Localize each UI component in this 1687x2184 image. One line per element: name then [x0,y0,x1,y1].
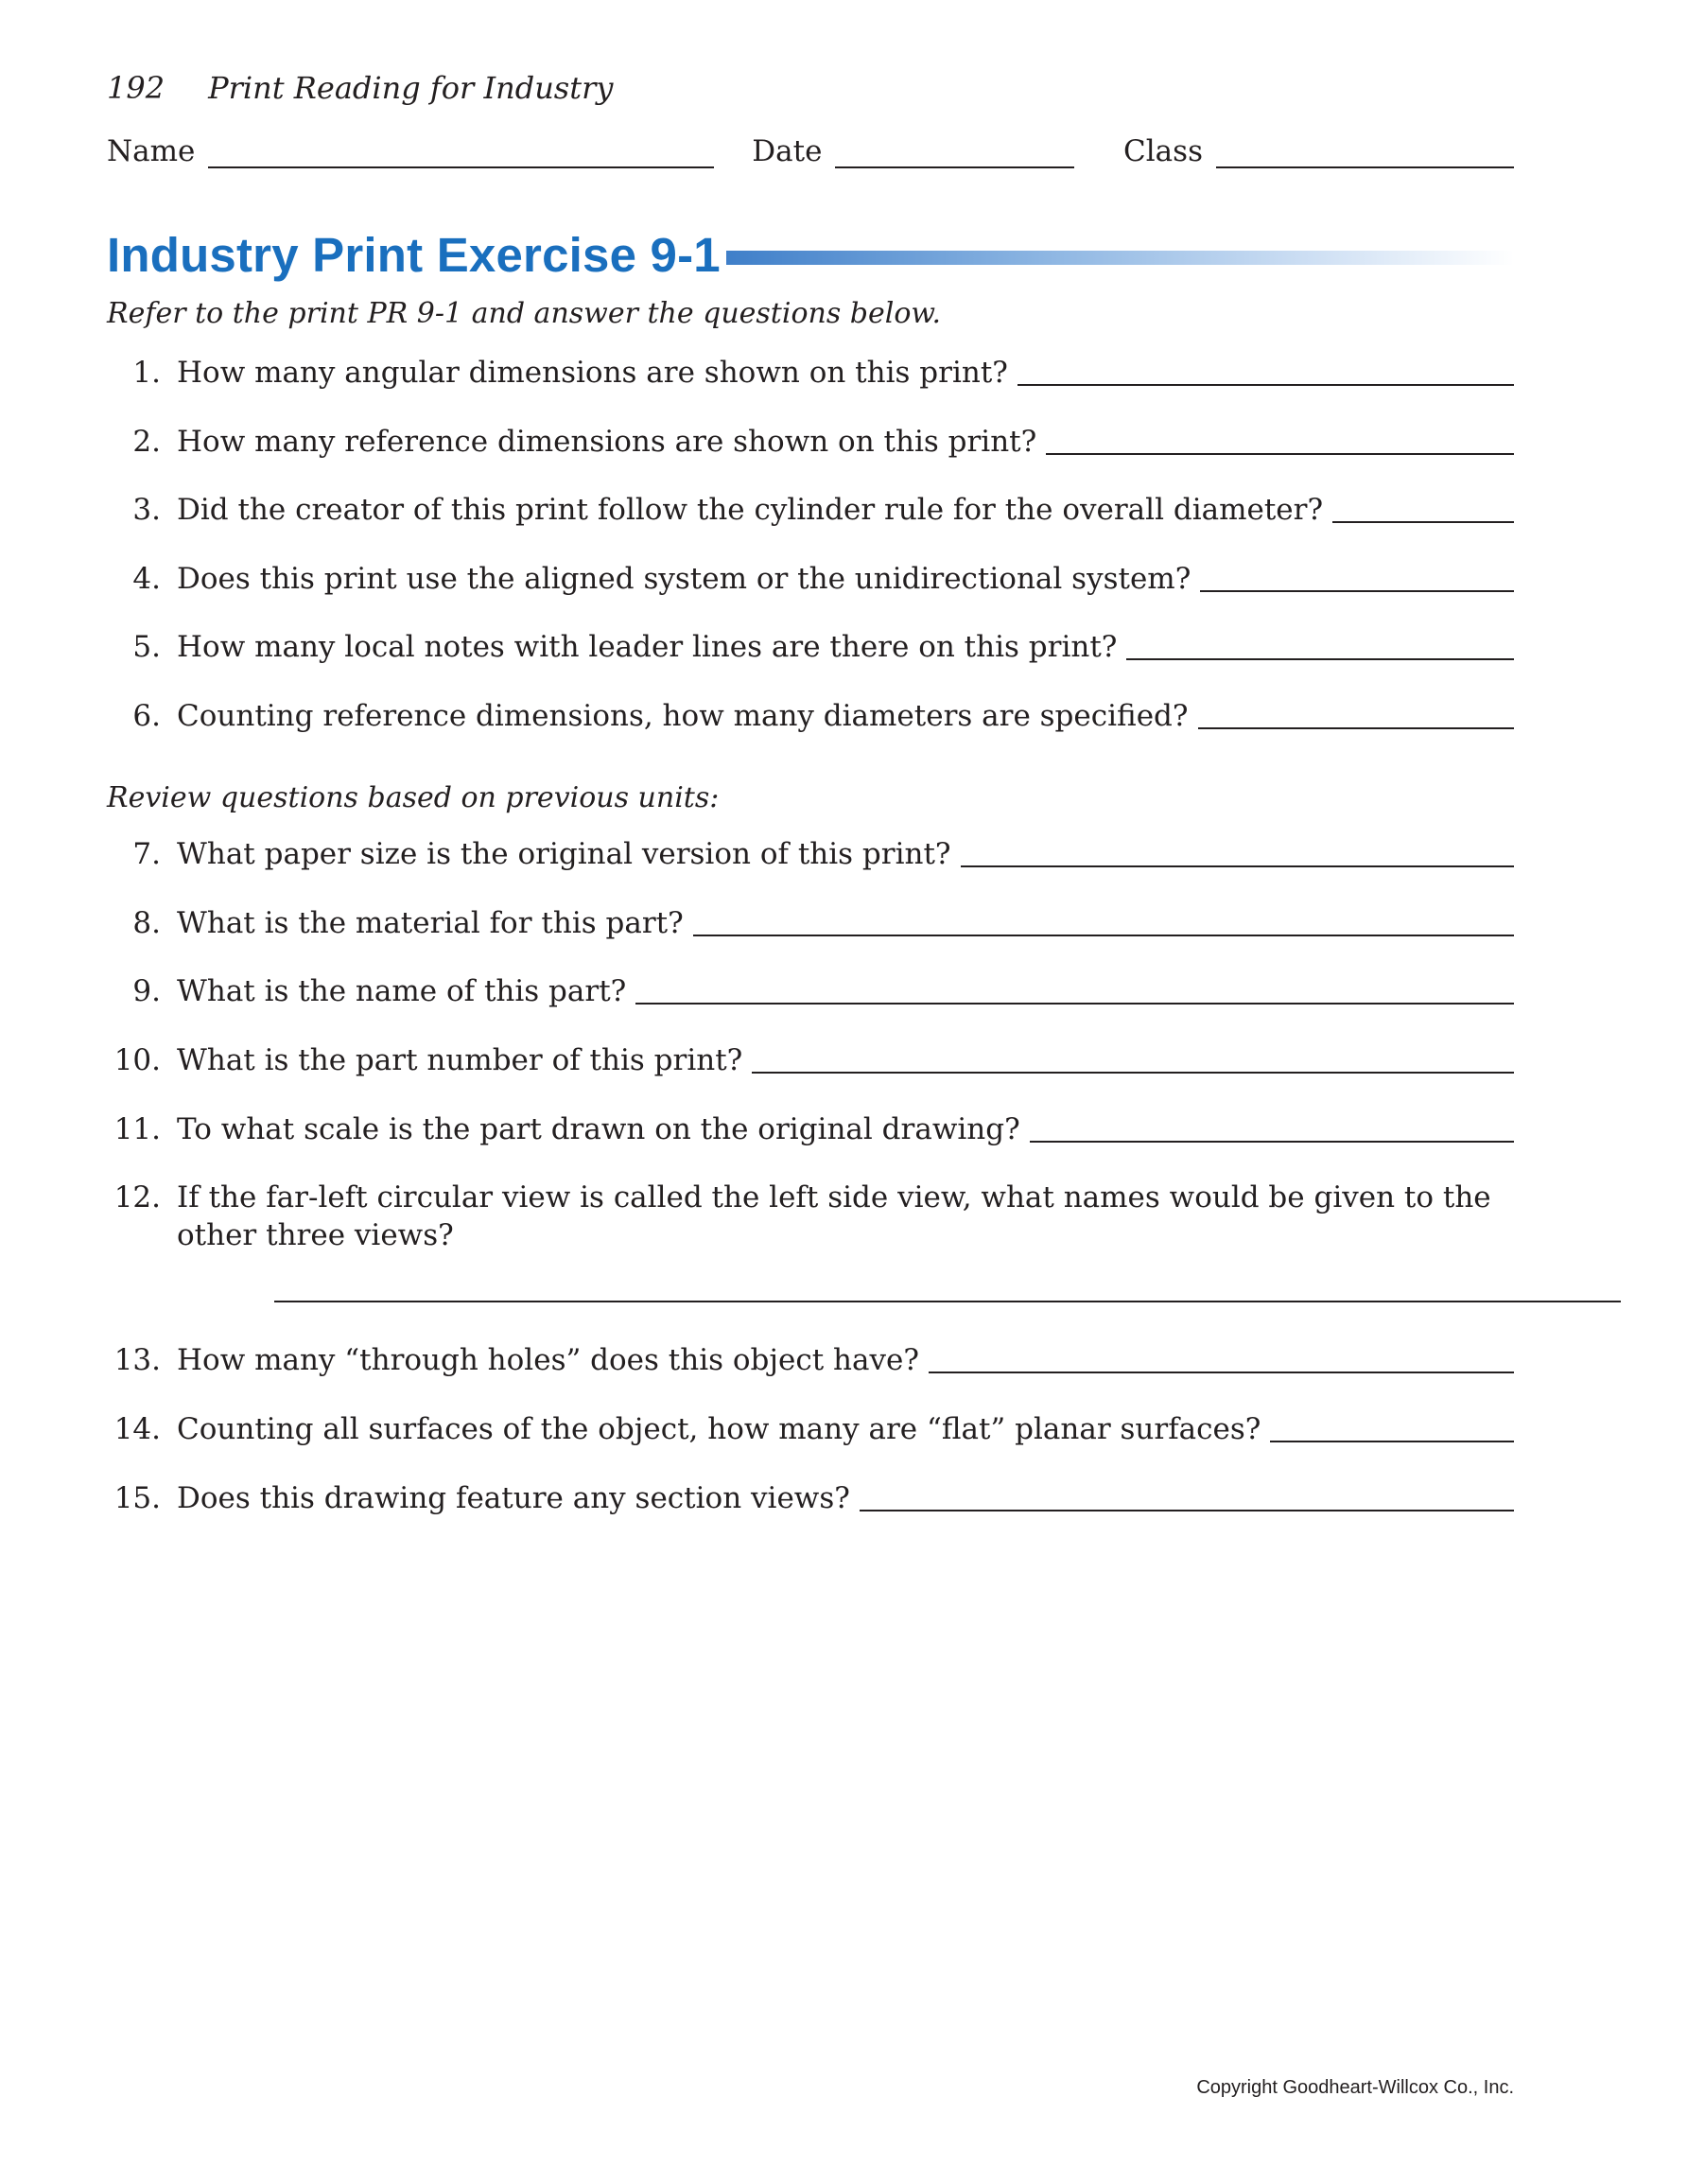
question-number: 7. [132,837,161,871]
question-number: 10. [113,1043,161,1077]
question-number: 5. [132,630,161,664]
question-number: 9. [132,974,161,1008]
question-number: 14. [113,1412,161,1446]
question-text: What is the part number of this print? [177,1043,743,1077]
running-head [107,70,613,106]
question-item [107,697,1514,735]
question-item [107,1410,1514,1448]
answer-line[interactable] [274,1301,1621,1302]
book-title: Print Reading for Industry [208,70,614,106]
question-text: What is the material for this part? [177,906,684,940]
exercise-title: Industry Print Exercise 9-1 [107,228,721,282]
answer-line[interactable] [635,1001,1514,1005]
question-item [107,560,1514,598]
answer-line[interactable] [961,864,1514,867]
question-text: Does this print use the aligned system or the unidirectional system? [177,562,1191,596]
question-item [107,1179,1514,1254]
answer-line[interactable] [1030,1139,1514,1143]
question-text: What is the name of this part? [177,974,627,1008]
question-number: 11. [113,1112,161,1146]
question-item [107,1041,1514,1079]
question-text: How many local notes with leader lines are there on this print? [177,630,1118,664]
question-number: 3. [132,493,161,527]
question-item [107,904,1514,942]
class-label: Class [1123,134,1203,168]
question-text: Did the creator of this print follow the cylinder rule for the overall diameter? [177,493,1324,527]
heading-rule [726,251,1514,265]
answer-line[interactable] [929,1370,1514,1373]
question-item [107,354,1514,392]
instruction-text: Refer to the print PR 9-1 and answer the questions below. [107,297,942,330]
answer-line[interactable] [1198,725,1514,729]
question-text: Counting reference dimensions, how many diameters are specified? [177,699,1189,733]
answer-line[interactable] [1270,1439,1514,1442]
answer-line[interactable] [693,933,1514,936]
question-text: How many angular dimensions are shown on this print? [177,356,1008,390]
question-text: If the far-left circular view is called the left side view, what names would be given to the other three views? [177,1180,1491,1252]
answer-line[interactable] [1200,588,1514,592]
page-number: 192 [107,70,165,106]
date-label: Date [752,134,823,168]
question-text: Does this drawing feature any section views? [177,1481,850,1515]
question-number: 4. [132,562,161,596]
question-item [107,1479,1514,1517]
question-item [107,628,1514,666]
answer-line[interactable] [752,1070,1514,1074]
question-item [107,491,1514,529]
question-number: 1. [132,356,161,390]
answer-line[interactable] [1332,519,1514,523]
question-text: What paper size is the original version of this print? [177,837,951,871]
class-field[interactable] [1216,134,1514,168]
question-item [107,1341,1514,1379]
date-field[interactable] [835,134,1074,168]
review-instruction: Review questions based on previous units: [107,781,720,814]
answer-line[interactable] [1126,656,1514,660]
question-number: 15. [113,1481,161,1515]
question-item [107,835,1514,873]
name-field[interactable] [208,134,714,168]
question-text: How many “through holes” does this object have? [177,1343,919,1377]
answer-line[interactable] [860,1508,1514,1511]
question-item [107,1110,1514,1148]
question-number: 8. [132,906,161,940]
student-info-row [107,134,1514,168]
question-text: Counting all surfaces of the object, how many are “flat” planar surfaces? [177,1412,1261,1446]
name-label: Name [107,134,196,168]
answer-line[interactable] [1046,451,1514,455]
exercise-heading [107,227,1514,283]
answer-line[interactable] [1017,382,1514,386]
question-item [107,423,1514,461]
question-number: 2. [132,425,161,459]
question-item [107,972,1514,1010]
question-number: 13. [113,1343,161,1377]
question-text: To what scale is the part drawn on the original drawing? [177,1112,1020,1146]
question-text: How many reference dimensions are shown on this print? [177,425,1037,459]
question-number: 6. [132,699,161,733]
copyright-notice: Copyright Goodheart-Willcox Co., Inc. [1196,2077,1514,2098]
question-number: 12. [113,1180,161,1214]
